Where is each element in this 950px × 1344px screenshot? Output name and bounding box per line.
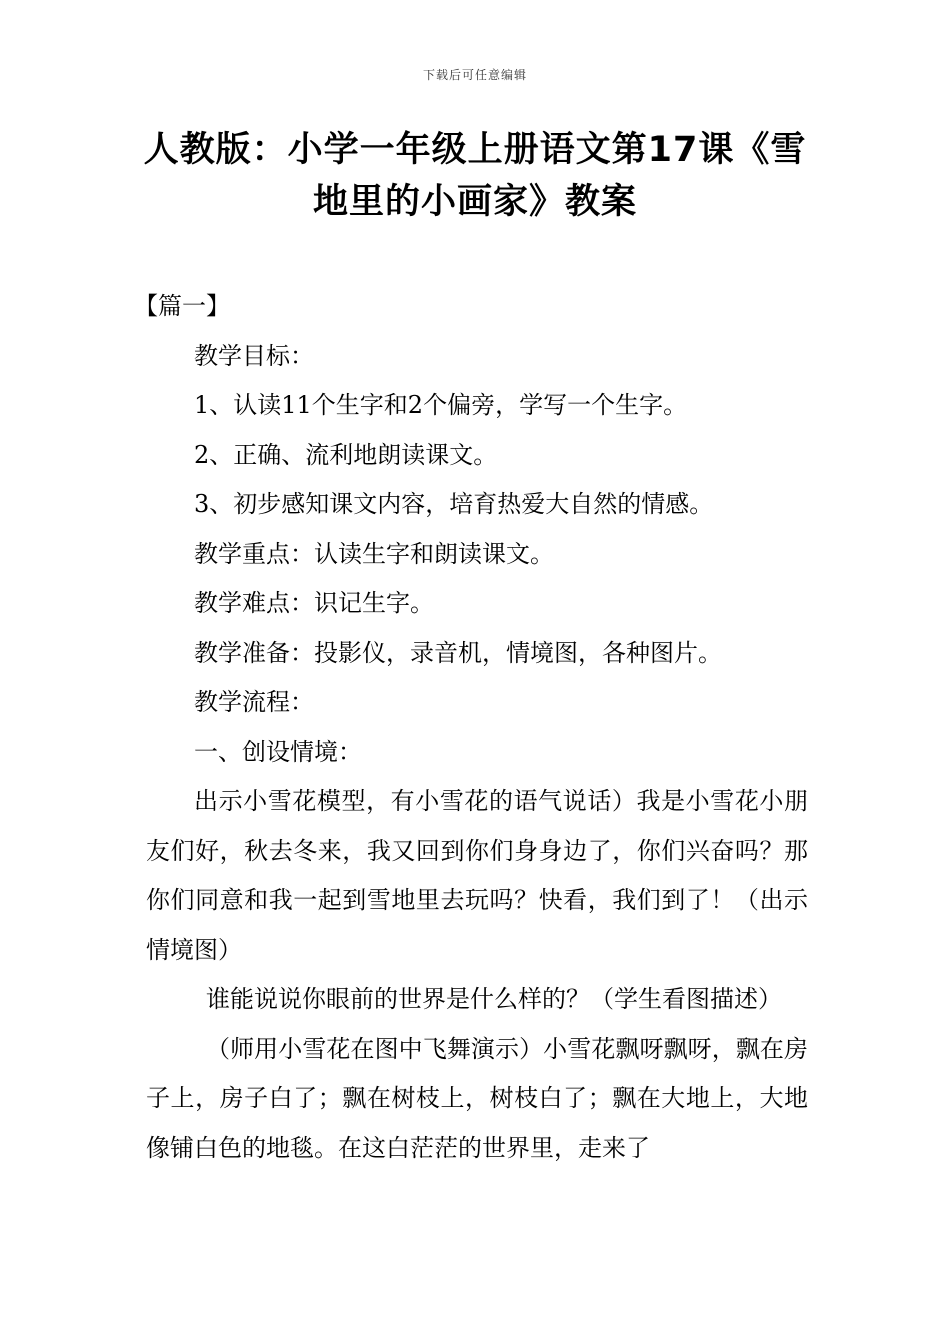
paragraph-teaching-goals: 教学目标： (194, 341, 314, 370)
paragraph-snowflake-intro: 出示小雪花模型，有小雪花的语气说话）我是小雪花小朋友们好，秋去冬来，我又回到你们身身边了，你们兴奋吗？那你们同意和我一起到雪地里去玩吗？快看，我们到了！（出示情境图） (146, 787, 808, 964)
paragraph-goal-3: 3、初步感知课文内容，培育热爱大自然的情感。 (194, 490, 714, 518)
paragraph-process: 教学流程： (194, 688, 314, 716)
paragraph-describe-world: 谁能说说你眼前的世界是什么样的？（学生看图描述） (206, 985, 782, 1013)
paragraph-key-points: 教学重点：认读生字和朗读课文。 (194, 539, 554, 568)
paragraph-step-1: 一、创设情境： (194, 737, 362, 766)
document-title: 人教版：小学一年级上册语文第17课《雪地里的小画家》教案 (143, 130, 807, 222)
header-note: 下载后可任意编辑 (422, 68, 527, 82)
paragraph-goal-1: 1、认读11个生字和2个偏旁，学写一个生字。 (194, 391, 688, 419)
paragraph-goal-2: 2、正确、流利地朗读课文。 (194, 440, 498, 469)
document-body (134, 282, 808, 1173)
paragraph-preparation: 教学准备：投影仪，录音机，情境图，各种图片。 (194, 638, 722, 667)
paragraph-difficulties: 教学难点：识记生字。 (194, 589, 434, 617)
paragraph-snowflake-demo: （师用小雪花在图中飞舞演示）小雪花飘呀飘呀，飘在房子上，房子白了；飘在树枝上，树枝白了；飘在大地上，大地像铺白色的地毯。在这白茫茫的世界里，走来了 (146, 1034, 808, 1162)
section-label: 【篇一】 (134, 292, 230, 320)
